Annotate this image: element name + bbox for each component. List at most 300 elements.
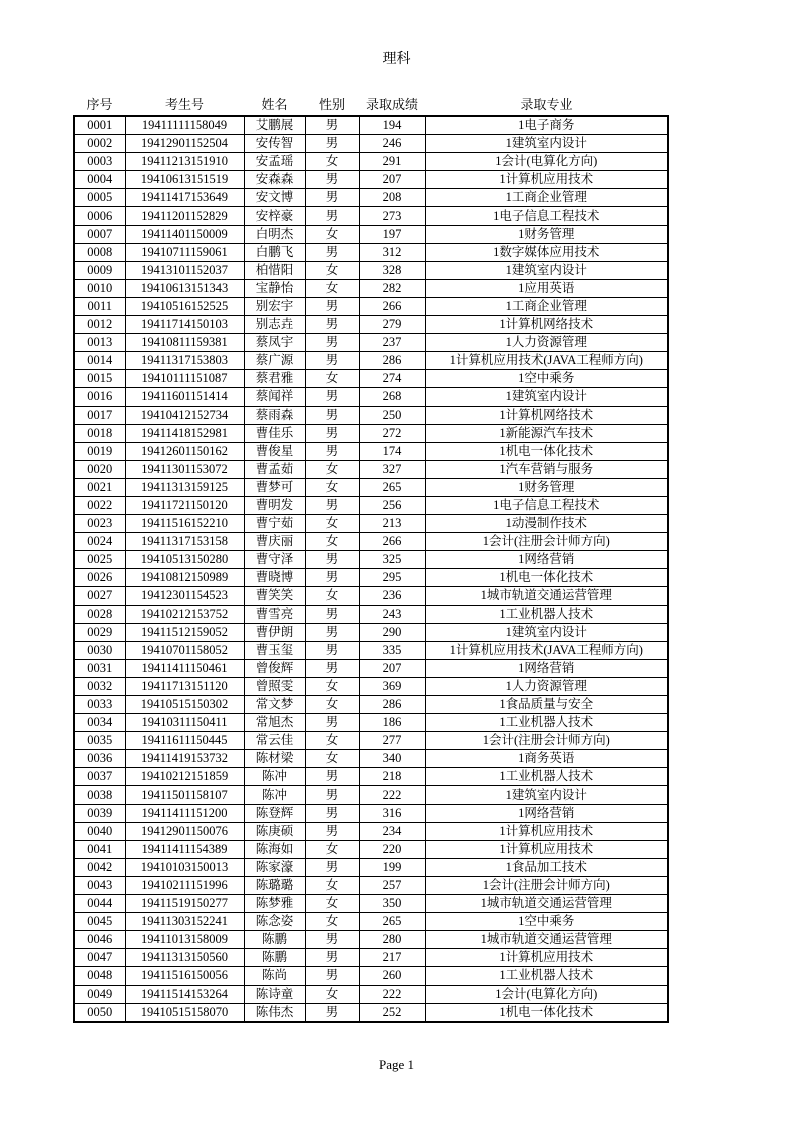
cell-gender: 女 <box>305 840 359 858</box>
cell-score: 274 <box>359 370 425 388</box>
cell-gender: 男 <box>305 334 359 352</box>
cell-major: 1工商企业管理 <box>425 297 668 315</box>
table-row <box>74 858 668 876</box>
cell-gender: 男 <box>305 297 359 315</box>
cell-major: 1城市轨道交通运营管理 <box>425 895 668 913</box>
cell-major: 1动漫制作技术 <box>425 515 668 533</box>
table-row <box>74 1003 668 1022</box>
cell-name: 蔡君雅 <box>244 370 305 388</box>
header-index: 序号 <box>86 98 113 113</box>
cell-exam-id: 19411013158009 <box>125 931 244 949</box>
cell-score: 243 <box>359 605 425 623</box>
cell-score: 194 <box>359 116 425 135</box>
cell-major: 1网络营销 <box>425 804 668 822</box>
cell-name: 曹晓博 <box>244 569 305 587</box>
cell-gender: 女 <box>305 677 359 695</box>
cell-major: 1计算机应用技术 <box>425 822 668 840</box>
cell-index: 0035 <box>74 732 125 750</box>
cell-exam-id: 19413101152037 <box>125 261 244 279</box>
cell-major: 1机电一体化技术 <box>425 569 668 587</box>
cell-name: 陈璐璐 <box>244 876 305 894</box>
header-exam-id: 考生号 <box>164 98 204 113</box>
table-row <box>74 297 668 315</box>
cell-exam-id: 19411512159052 <box>125 623 244 641</box>
page-number: Page 1 <box>378 1057 415 1072</box>
table-row <box>74 913 668 931</box>
cell-score: 222 <box>359 985 425 1003</box>
cell-gender: 女 <box>305 279 359 297</box>
cell-index: 0011 <box>74 297 125 315</box>
cell-index: 0020 <box>74 460 125 478</box>
cell-name: 陈冲 <box>244 768 305 786</box>
cell-name: 曹明发 <box>244 496 305 514</box>
cell-name: 安森森 <box>244 171 305 189</box>
cell-name: 曹佳乐 <box>244 424 305 442</box>
cell-name: 曹玉玺 <box>244 641 305 659</box>
cell-gender: 女 <box>305 370 359 388</box>
cell-gender: 男 <box>305 406 359 424</box>
cell-index: 0014 <box>74 352 125 370</box>
cell-exam-id: 19411313159125 <box>125 478 244 496</box>
cell-index: 0040 <box>74 822 125 840</box>
cell-index: 0012 <box>74 316 125 334</box>
cell-score: 340 <box>359 750 425 768</box>
cell-name: 常云佳 <box>244 732 305 750</box>
table-row <box>74 334 668 352</box>
cell-gender: 男 <box>305 316 359 334</box>
cell-score: 327 <box>359 460 425 478</box>
cell-name: 曾俊辉 <box>244 659 305 677</box>
cell-gender: 男 <box>305 768 359 786</box>
cell-gender: 男 <box>305 605 359 623</box>
cell-exam-id: 19411111158049 <box>125 116 244 135</box>
cell-major: 1计算机网络技术 <box>425 406 668 424</box>
cell-index: 0003 <box>74 153 125 171</box>
cell-gender: 女 <box>305 913 359 931</box>
cell-exam-id: 19411514153264 <box>125 985 244 1003</box>
cell-exam-id: 19411213151910 <box>125 153 244 171</box>
cell-index: 0043 <box>74 876 125 894</box>
cell-score: 207 <box>359 659 425 677</box>
cell-major: 1商务英语 <box>425 750 668 768</box>
cell-exam-id: 19411317153803 <box>125 352 244 370</box>
table-row <box>74 515 668 533</box>
cell-name: 陈鹏 <box>244 949 305 967</box>
cell-index: 0039 <box>74 804 125 822</box>
cell-exam-id: 19411411150461 <box>125 659 244 677</box>
table-row <box>74 261 668 279</box>
table-row <box>74 279 668 297</box>
cell-major: 1人力资源管理 <box>425 334 668 352</box>
cell-gender: 男 <box>305 822 359 840</box>
cell-exam-id: 19412901150076 <box>125 822 244 840</box>
cell-exam-id: 19410515150302 <box>125 696 244 714</box>
cell-score: 199 <box>359 858 425 876</box>
table-row <box>74 551 668 569</box>
cell-major: 1建筑室内设计 <box>425 261 668 279</box>
cell-index: 0016 <box>74 388 125 406</box>
cell-index: 0044 <box>74 895 125 913</box>
cell-exam-id: 19411501158107 <box>125 786 244 804</box>
cell-exam-id: 19411611150445 <box>125 732 244 750</box>
header-major: 录取专业 <box>520 98 573 113</box>
cell-index: 0019 <box>74 442 125 460</box>
cell-score: 268 <box>359 388 425 406</box>
table-row <box>74 840 668 858</box>
cell-score: 282 <box>359 279 425 297</box>
cell-exam-id: 19412301154523 <box>125 587 244 605</box>
cell-major: 1汽车营销与服务 <box>425 460 668 478</box>
table-row <box>74 424 668 442</box>
cell-score: 237 <box>359 334 425 352</box>
cell-score: 325 <box>359 551 425 569</box>
cell-index: 0002 <box>74 135 125 153</box>
cell-index: 0015 <box>74 370 125 388</box>
cell-gender: 女 <box>305 876 359 894</box>
cell-name: 常文梦 <box>244 696 305 714</box>
cell-major: 1计算机应用技术 <box>425 171 668 189</box>
cell-score: 236 <box>359 587 425 605</box>
cell-name: 陈诗童 <box>244 985 305 1003</box>
table-body <box>74 116 668 1022</box>
cell-exam-id: 19411401150009 <box>125 225 244 243</box>
table-row <box>74 587 668 605</box>
cell-score: 369 <box>359 677 425 695</box>
cell-exam-id: 19410613151343 <box>125 279 244 297</box>
cell-gender: 女 <box>305 261 359 279</box>
cell-name: 陈材梁 <box>244 750 305 768</box>
cell-major: 1工商企业管理 <box>425 189 668 207</box>
cell-major: 1计算机应用技术 <box>425 840 668 858</box>
cell-exam-id: 19411313150560 <box>125 949 244 967</box>
cell-index: 0032 <box>74 677 125 695</box>
cell-major: 1网络营销 <box>425 659 668 677</box>
cell-exam-id: 19411419153732 <box>125 750 244 768</box>
cell-gender: 男 <box>305 116 359 135</box>
table-row <box>74 406 668 424</box>
cell-major: 1食品加工技术 <box>425 858 668 876</box>
cell-score: 350 <box>359 895 425 913</box>
cell-major: 1计算机应用技术 <box>425 949 668 967</box>
cell-score: 279 <box>359 316 425 334</box>
cell-score: 265 <box>359 913 425 931</box>
cell-name: 安孟瑶 <box>244 153 305 171</box>
cell-major: 1建筑室内设计 <box>425 623 668 641</box>
cell-index: 0017 <box>74 406 125 424</box>
cell-exam-id: 19411721150120 <box>125 496 244 514</box>
cell-score: 335 <box>359 641 425 659</box>
cell-index: 0001 <box>74 116 125 135</box>
cell-exam-id: 19410516152525 <box>125 297 244 315</box>
cell-index: 0021 <box>74 478 125 496</box>
cell-gender: 男 <box>305 135 359 153</box>
table-row <box>74 533 668 551</box>
cell-score: 328 <box>359 261 425 279</box>
cell-exam-id: 19410212151859 <box>125 768 244 786</box>
cell-exam-id: 19410412152734 <box>125 406 244 424</box>
table-row <box>74 153 668 171</box>
cell-name: 别志垚 <box>244 316 305 334</box>
cell-score: 286 <box>359 352 425 370</box>
table-row <box>74 623 668 641</box>
cell-major: 1建筑室内设计 <box>425 135 668 153</box>
cell-score: 207 <box>359 171 425 189</box>
cell-gender: 女 <box>305 750 359 768</box>
cell-gender: 男 <box>305 551 359 569</box>
cell-gender: 男 <box>305 641 359 659</box>
cell-name: 蔡广源 <box>244 352 305 370</box>
cell-gender: 男 <box>305 714 359 732</box>
table-row <box>74 967 668 985</box>
cell-index: 0028 <box>74 605 125 623</box>
cell-major: 1电子商务 <box>425 116 668 135</box>
cell-major: 1工业机器人技术 <box>425 768 668 786</box>
cell-exam-id: 19411411154389 <box>125 840 244 858</box>
cell-score: 280 <box>359 931 425 949</box>
cell-name: 曹伊朗 <box>244 623 305 641</box>
table-row <box>74 189 668 207</box>
table-row <box>74 569 668 587</box>
cell-score: 234 <box>359 822 425 840</box>
cell-gender: 男 <box>305 1003 359 1022</box>
cell-gender: 男 <box>305 189 359 207</box>
cell-score: 246 <box>359 135 425 153</box>
cell-index: 0037 <box>74 768 125 786</box>
table-row <box>74 732 668 750</box>
cell-major: 1建筑室内设计 <box>425 786 668 804</box>
cell-index: 0030 <box>74 641 125 659</box>
cell-major: 1电子信息工程技术 <box>425 207 668 225</box>
cell-gender: 男 <box>305 207 359 225</box>
table-row <box>74 768 668 786</box>
table-row <box>74 370 668 388</box>
cell-index: 0009 <box>74 261 125 279</box>
cell-exam-id: 19411714150103 <box>125 316 244 334</box>
cell-name: 陈梦雅 <box>244 895 305 913</box>
cell-gender: 男 <box>305 967 359 985</box>
cell-score: 218 <box>359 768 425 786</box>
cell-score: 213 <box>359 515 425 533</box>
cell-score: 277 <box>359 732 425 750</box>
table-row <box>74 804 668 822</box>
cell-gender: 男 <box>305 931 359 949</box>
table-row <box>74 478 668 496</box>
cell-score: 208 <box>359 189 425 207</box>
table-row <box>74 714 668 732</box>
cell-score: 273 <box>359 207 425 225</box>
cell-name: 陈尚 <box>244 967 305 985</box>
cell-index: 0034 <box>74 714 125 732</box>
cell-major: 1机电一体化技术 <box>425 1003 668 1022</box>
table-row <box>74 243 668 261</box>
cell-major: 1财务管理 <box>425 478 668 496</box>
cell-exam-id: 19410212153752 <box>125 605 244 623</box>
cell-name: 艾鹏展 <box>244 116 305 135</box>
cell-index: 0029 <box>74 623 125 641</box>
cell-major: 1数字媒体应用技术 <box>425 243 668 261</box>
cell-gender: 男 <box>305 388 359 406</box>
cell-name: 蔡雨森 <box>244 406 305 424</box>
cell-gender: 男 <box>305 659 359 677</box>
cell-index: 0023 <box>74 515 125 533</box>
cell-major: 1城市轨道交通运营管理 <box>425 931 668 949</box>
table-row <box>74 696 668 714</box>
cell-major: 1会计(电算化方向) <box>425 985 668 1003</box>
table-row <box>74 641 668 659</box>
table-row <box>74 985 668 1003</box>
cell-index: 0010 <box>74 279 125 297</box>
table-row <box>74 388 668 406</box>
cell-index: 0048 <box>74 967 125 985</box>
cell-index: 0013 <box>74 334 125 352</box>
cell-name: 曹俊星 <box>244 442 305 460</box>
cell-major: 1会计(注册会计师方向) <box>425 876 668 894</box>
cell-major: 1网络营销 <box>425 551 668 569</box>
cell-exam-id: 19411411151200 <box>125 804 244 822</box>
cell-score: 266 <box>359 533 425 551</box>
cell-index: 0027 <box>74 587 125 605</box>
cell-exam-id: 19410311150411 <box>125 714 244 732</box>
cell-exam-id: 19411418152981 <box>125 424 244 442</box>
cell-gender: 女 <box>305 895 359 913</box>
cell-index: 0018 <box>74 424 125 442</box>
cell-gender: 男 <box>305 804 359 822</box>
cell-index: 0042 <box>74 858 125 876</box>
cell-exam-id: 19411601151414 <box>125 388 244 406</box>
table-row <box>74 171 668 189</box>
cell-major: 1空中乘务 <box>425 913 668 931</box>
cell-score: 217 <box>359 949 425 967</box>
table-row <box>74 605 668 623</box>
table-row <box>74 352 668 370</box>
cell-score: 290 <box>359 623 425 641</box>
cell-major: 1会计(注册会计师方向) <box>425 533 668 551</box>
cell-exam-id: 19410103150013 <box>125 858 244 876</box>
cell-exam-id: 19410613151519 <box>125 171 244 189</box>
cell-index: 0024 <box>74 533 125 551</box>
cell-major: 1机电一体化技术 <box>425 442 668 460</box>
cell-gender: 男 <box>305 949 359 967</box>
cell-index: 0007 <box>74 225 125 243</box>
cell-score: 174 <box>359 442 425 460</box>
table-row <box>74 207 668 225</box>
cell-major: 1财务管理 <box>425 225 668 243</box>
cell-exam-id: 19410513150280 <box>125 551 244 569</box>
cell-name: 曹笑笑 <box>244 587 305 605</box>
cell-score: 316 <box>359 804 425 822</box>
cell-major: 1应用英语 <box>425 279 668 297</box>
cell-score: 272 <box>359 424 425 442</box>
cell-gender: 女 <box>305 478 359 496</box>
cell-exam-id: 19411301153072 <box>125 460 244 478</box>
table-row <box>74 822 668 840</box>
cell-score: 265 <box>359 478 425 496</box>
cell-score: 252 <box>359 1003 425 1022</box>
cell-exam-id: 19410211151996 <box>125 876 244 894</box>
cell-gender: 男 <box>305 569 359 587</box>
table-row <box>74 949 668 967</box>
cell-name: 宝静怡 <box>244 279 305 297</box>
cell-name: 曾照雯 <box>244 677 305 695</box>
cell-gender: 女 <box>305 985 359 1003</box>
cell-index: 0008 <box>74 243 125 261</box>
table-row <box>74 460 668 478</box>
cell-name: 曹庆丽 <box>244 533 305 551</box>
table-row <box>74 442 668 460</box>
cell-name: 蔡凤宇 <box>244 334 305 352</box>
cell-name: 陈庚硕 <box>244 822 305 840</box>
cell-exam-id: 19412901152504 <box>125 135 244 153</box>
cell-exam-id: 19411417153649 <box>125 189 244 207</box>
cell-index: 0025 <box>74 551 125 569</box>
cell-index: 0033 <box>74 696 125 714</box>
cell-major: 1城市轨道交通运营管理 <box>425 587 668 605</box>
cell-score: 260 <box>359 967 425 985</box>
cell-exam-id: 19411201152829 <box>125 207 244 225</box>
header-score: 录取成绩 <box>365 98 418 113</box>
admission-table <box>73 97 669 1023</box>
cell-exam-id: 19411516152210 <box>125 515 244 533</box>
cell-score: 186 <box>359 714 425 732</box>
cell-score: 295 <box>359 569 425 587</box>
cell-index: 0004 <box>74 171 125 189</box>
cell-name: 白明杰 <box>244 225 305 243</box>
table-row <box>74 496 668 514</box>
table-row <box>74 876 668 894</box>
cell-score: 222 <box>359 786 425 804</box>
cell-score: 286 <box>359 696 425 714</box>
cell-name: 陈鹏 <box>244 931 305 949</box>
cell-major: 1会计(注册会计师方向) <box>425 732 668 750</box>
cell-name: 陈登辉 <box>244 804 305 822</box>
table-row <box>74 677 668 695</box>
cell-name: 陈念姿 <box>244 913 305 931</box>
cell-exam-id: 19412601150162 <box>125 442 244 460</box>
cell-name: 柏惜阳 <box>244 261 305 279</box>
cell-gender: 女 <box>305 533 359 551</box>
table-header-row <box>74 97 668 116</box>
cell-name: 常旭杰 <box>244 714 305 732</box>
cell-name: 陈海如 <box>244 840 305 858</box>
cell-name: 安文博 <box>244 189 305 207</box>
cell-major: 1计算机应用技术(JAVA工程师方向) <box>425 641 668 659</box>
cell-gender: 男 <box>305 442 359 460</box>
cell-gender: 男 <box>305 352 359 370</box>
cell-score: 266 <box>359 297 425 315</box>
cell-exam-id: 19411519150277 <box>125 895 244 913</box>
cell-name: 曹孟茹 <box>244 460 305 478</box>
cell-score: 197 <box>359 225 425 243</box>
cell-index: 0045 <box>74 913 125 931</box>
cell-score: 256 <box>359 496 425 514</box>
cell-index: 0047 <box>74 949 125 967</box>
cell-index: 0031 <box>74 659 125 677</box>
table-row <box>74 659 668 677</box>
cell-name: 安传智 <box>244 135 305 153</box>
cell-index: 0038 <box>74 786 125 804</box>
cell-exam-id: 19410811159381 <box>125 334 244 352</box>
cell-major: 1工业机器人技术 <box>425 605 668 623</box>
cell-gender: 女 <box>305 225 359 243</box>
table-row <box>74 931 668 949</box>
cell-name: 安梓豪 <box>244 207 305 225</box>
cell-name: 曹雪亮 <box>244 605 305 623</box>
cell-exam-id: 19410711159061 <box>125 243 244 261</box>
cell-index: 0041 <box>74 840 125 858</box>
cell-major: 1建筑室内设计 <box>425 388 668 406</box>
cell-exam-id: 19410515158070 <box>125 1003 244 1022</box>
cell-score: 291 <box>359 153 425 171</box>
